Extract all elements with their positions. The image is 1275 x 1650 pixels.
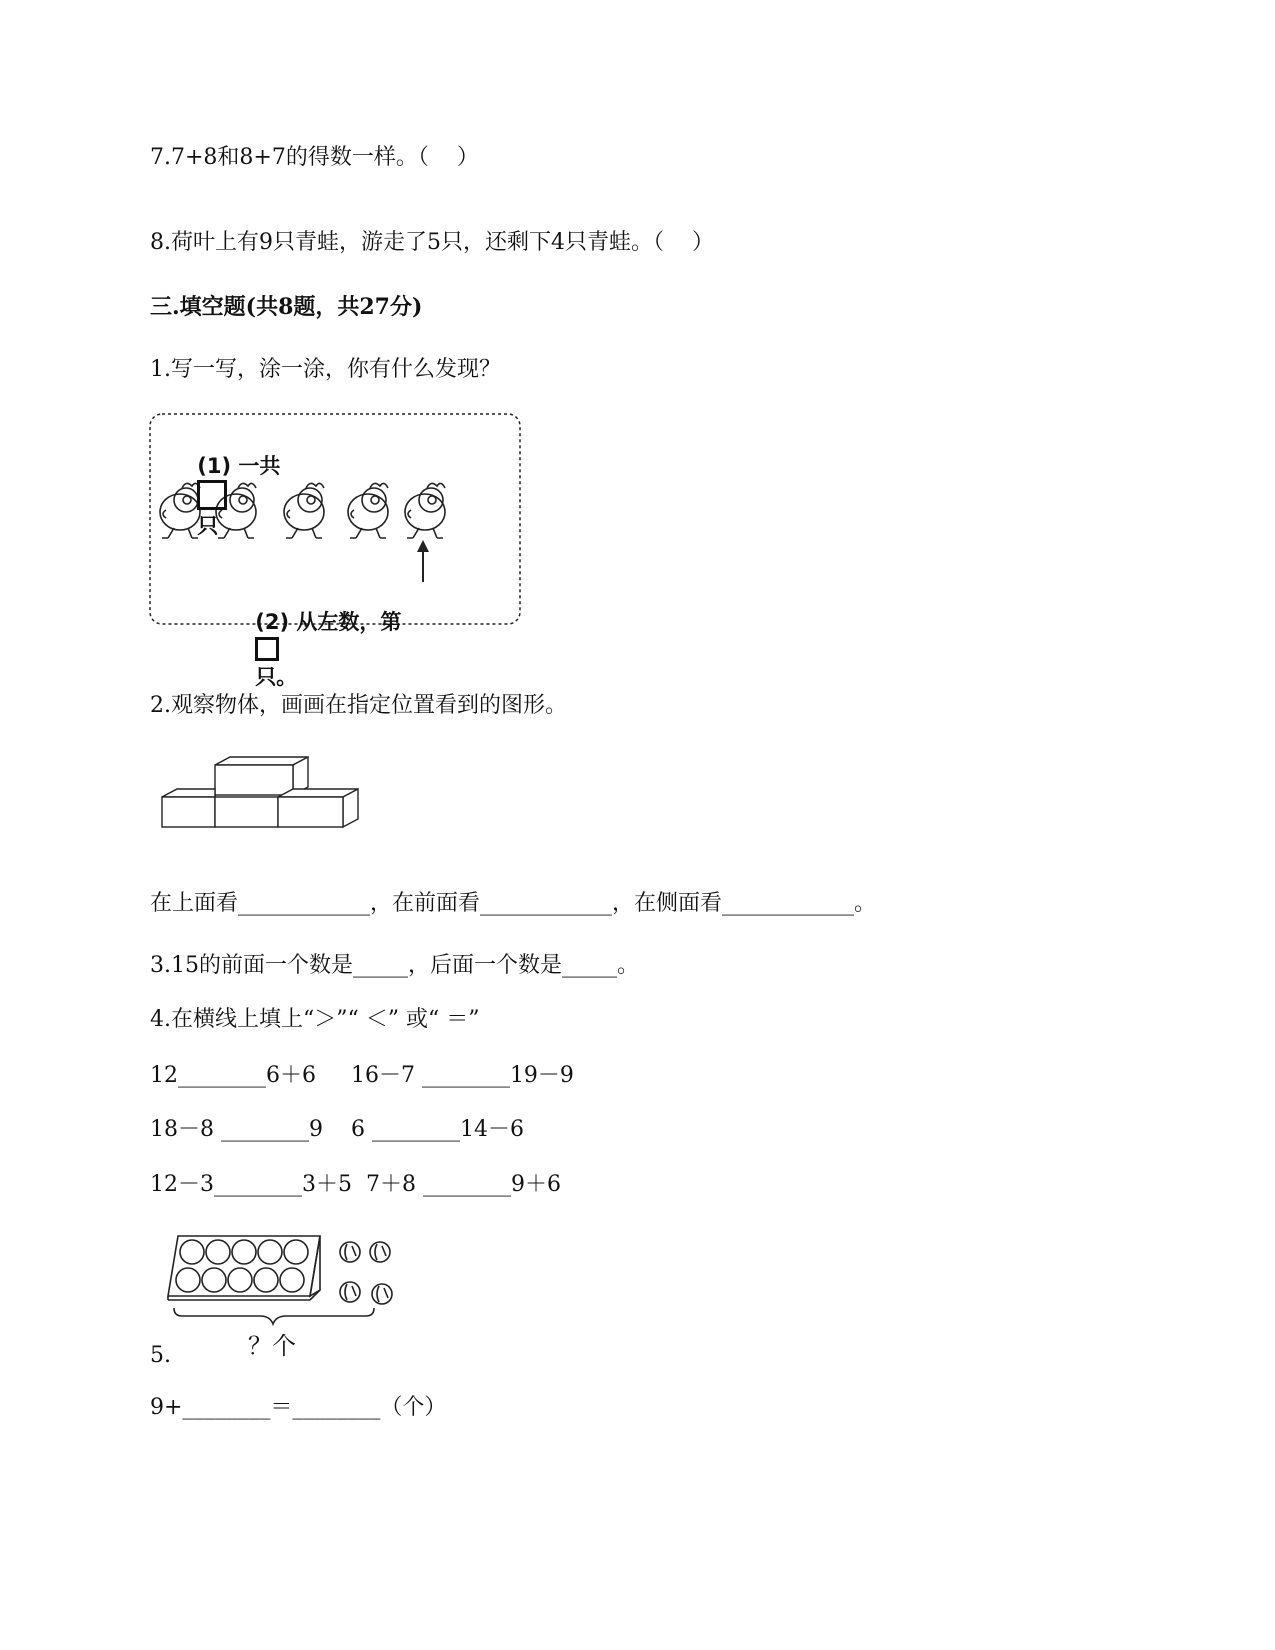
question-8: 8.荷叶上有9只青蛙，游走了5只，还剩下4只青蛙。（ ） bbox=[150, 230, 714, 255]
section-title: 三.填空题(共8题，共27分) bbox=[150, 294, 423, 320]
fig-label-count: (1) 一共 bbox=[197, 454, 281, 478]
fig-label-position: (2) 从左数，第 bbox=[255, 610, 402, 634]
egg-icon bbox=[202, 1268, 226, 1292]
loose-egg-icon bbox=[372, 1284, 392, 1304]
egg-icon bbox=[254, 1268, 278, 1292]
fill-question-3: 3.15的前面一个数是_____，后面一个数是_____。 bbox=[150, 953, 639, 978]
answer-box-count[interactable] bbox=[197, 480, 227, 510]
chick-icon bbox=[405, 483, 445, 538]
eggs-figure bbox=[160, 1228, 400, 1358]
chick-icon bbox=[348, 483, 388, 538]
chicks-figure bbox=[148, 412, 523, 689]
egg-icon bbox=[232, 1240, 256, 1264]
egg-icon bbox=[284, 1240, 308, 1264]
fill-question-5-answer: 9+________＝________（个） bbox=[150, 1395, 447, 1420]
egg-icon bbox=[258, 1240, 282, 1264]
fill-question-2: 2.观察物体，画画在指定位置看到的图形。 bbox=[150, 693, 567, 718]
compare-row-3: 12－3________3＋5 7＋8 ________9＋6 bbox=[150, 1172, 561, 1197]
egg-icon bbox=[228, 1268, 252, 1292]
loose-egg-icon bbox=[370, 1242, 390, 1262]
fill-question-1: 1.写一写，涂一涂，你有什么发现？ bbox=[150, 357, 501, 382]
fill-question-4: 4.在横线上填上“＞”“ ＜” 或“ ＝” bbox=[150, 1007, 480, 1032]
fig-label-count-unit: 只 bbox=[197, 514, 219, 538]
compare-row-2: 18－8 ________9 6 ________14－6 bbox=[150, 1117, 524, 1142]
fill-question-2-answer: 在上面看____________，在前面看____________，在侧面看____________。 bbox=[150, 891, 877, 916]
egg-icon bbox=[280, 1268, 304, 1292]
egg-icon bbox=[180, 1240, 204, 1264]
egg-icon bbox=[176, 1268, 200, 1292]
compare-row-1: 12________6＋6 16－7 ________19－9 bbox=[150, 1063, 574, 1088]
fig-label-position-unit: 只。 bbox=[255, 665, 298, 689]
egg-icon bbox=[206, 1240, 230, 1264]
blocks-drawing bbox=[160, 755, 365, 830]
eggs-question-label: ？个 bbox=[248, 1332, 296, 1360]
question-7: 7.7+8和8+7的得数一样。（ ） bbox=[150, 145, 479, 170]
chick-icon bbox=[284, 483, 324, 538]
answer-box-position[interactable] bbox=[255, 637, 279, 661]
fill-question-5-number: 5. bbox=[150, 1343, 171, 1368]
loose-egg-icon bbox=[340, 1242, 360, 1262]
loose-egg-icon bbox=[340, 1282, 360, 1302]
blocks-figure bbox=[160, 755, 365, 830]
